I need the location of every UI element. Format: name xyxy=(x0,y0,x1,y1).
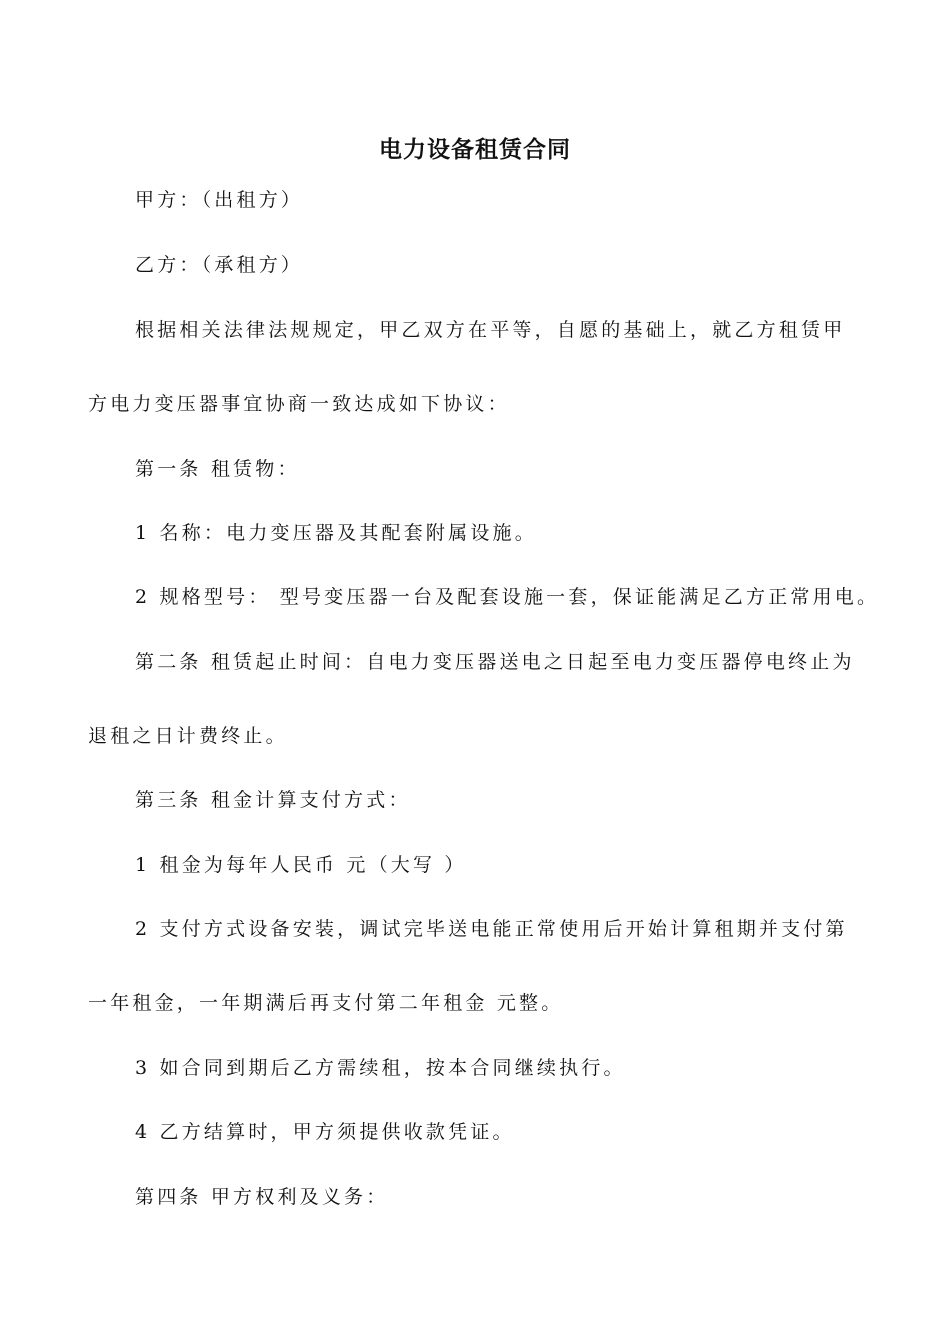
article-3-item-3: 3 如合同到期后乙方需续租，按本合同继续执行。 xyxy=(135,1057,626,1079)
article-3-item-2-line-1: 2 支付方式设备安装，调试完毕送电能正常使用后开始计算租期并支付第 xyxy=(135,918,848,940)
article-3-item-2-line-2: 一年租金，一年期满后再支付第二年租金 元整。 xyxy=(88,992,564,1014)
article-3-item-4: 4 乙方结算时，甲方须提供收款凭证。 xyxy=(135,1121,515,1143)
preamble-line-2: 方电力变压器事宜协商一致达成如下协议： xyxy=(88,393,510,415)
party-b-line: 乙方：（承租方） xyxy=(135,254,304,276)
article-3-heading: 第三条 租金计算支付方式： xyxy=(135,789,411,811)
article-3-item-1: 1 租金为每年人民币 元（大写 ） xyxy=(135,854,467,876)
article-1-item-2: 2 规格型号： 型号变压器一台及配套设施一套，保证能满足乙方正常用电。 xyxy=(135,586,880,608)
article-4-heading: 第四条 甲方权利及义务： xyxy=(135,1186,389,1208)
party-a-line: 甲方：（出租方） xyxy=(135,189,304,211)
article-1-heading: 第一条 租赁物： xyxy=(135,458,300,480)
preamble-line-1: 根据相关法律法规规定，甲乙双方在平等，自愿的基础上，就乙方租赁甲 xyxy=(135,319,846,341)
document-title: 电力设备租赁合同 xyxy=(379,136,571,163)
article-1-item-1: 1 名称：电力变压器及其配套附属设施。 xyxy=(135,522,537,544)
article-2-line-2: 退租之日计费终止。 xyxy=(88,725,288,747)
article-2-line-1: 第二条 租赁起止时间：自电力变压器送电之日起至电力变压器停电终止为 xyxy=(135,651,855,673)
